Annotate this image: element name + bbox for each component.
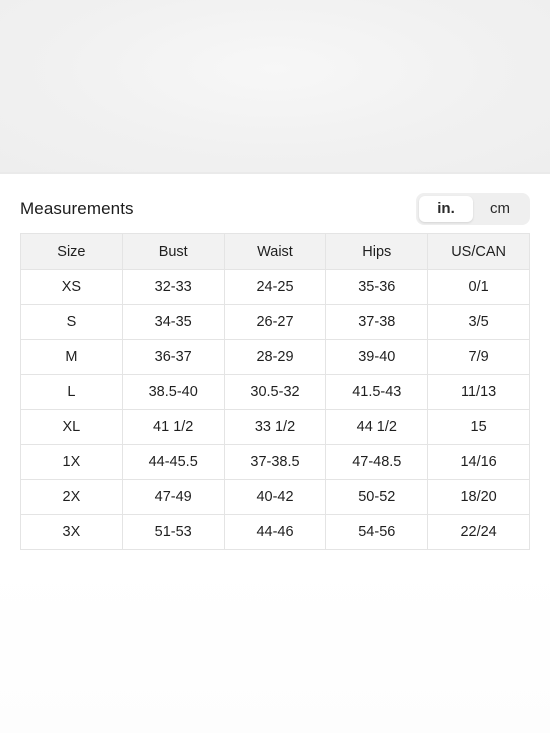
cell-waist: 24-25: [224, 270, 326, 305]
table-row: [21, 515, 530, 550]
cell-us-can: 18/20: [428, 480, 530, 515]
column-header-waist: Waist: [224, 234, 326, 270]
cell-size: 2X: [21, 480, 123, 515]
cell-waist: 26-27: [224, 305, 326, 340]
cell-hips: 54-56: [326, 515, 428, 550]
page-footer-area: [0, 560, 550, 733]
cell-size: S: [21, 305, 123, 340]
cell-hips: 39-40: [326, 340, 428, 375]
column-header-hips: Hips: [326, 234, 428, 270]
table-row: [21, 375, 530, 410]
cell-bust: 44-45.5: [122, 445, 224, 480]
column-header-size: Size: [21, 234, 123, 270]
cell-hips: 35-36: [326, 270, 428, 305]
section-title: Measurements: [20, 199, 134, 218]
cell-waist: 40-42: [224, 480, 326, 515]
cell-bust: 38.5-40: [122, 375, 224, 410]
cell-us-can: 22/24: [428, 515, 530, 550]
cell-hips: 37-38: [326, 305, 428, 340]
divider: [0, 172, 550, 174]
cell-size: XL: [21, 410, 123, 445]
cell-size: M: [21, 340, 123, 375]
cell-waist: 37-38.5: [224, 445, 326, 480]
cell-waist: 28-29: [224, 340, 326, 375]
cell-us-can: 3/5: [428, 305, 530, 340]
table-row: [21, 410, 530, 445]
cell-size: XS: [21, 270, 123, 305]
table-row: [21, 305, 530, 340]
product-image-area: [0, 0, 550, 172]
cell-bust: 51-53: [122, 515, 224, 550]
column-header-bust: Bust: [122, 234, 224, 270]
cell-waist: 33 1/2: [224, 410, 326, 445]
cell-bust: 36-37: [122, 340, 224, 375]
cell-hips: 50-52: [326, 480, 428, 515]
cell-bust: 34-35: [122, 305, 224, 340]
cell-size: 3X: [21, 515, 123, 550]
cell-us-can: 11/13: [428, 375, 530, 410]
cell-size: L: [21, 375, 123, 410]
cell-us-can: 14/16: [428, 445, 530, 480]
unit-option-inches[interactable]: in.: [419, 196, 473, 222]
cell-us-can: 0/1: [428, 270, 530, 305]
cell-bust: 41 1/2: [122, 410, 224, 445]
cell-size: 1X: [21, 445, 123, 480]
table-row: [21, 270, 530, 305]
cell-waist: 30.5-32: [224, 375, 326, 410]
size-chart-table: [20, 233, 530, 550]
cell-bust: 47-49: [122, 480, 224, 515]
unit-toggle: [416, 193, 530, 225]
cell-bust: 32-33: [122, 270, 224, 305]
measurements-header: [20, 193, 530, 227]
table-row: [21, 340, 530, 375]
table-header-row: [21, 234, 530, 270]
cell-waist: 44-46: [224, 515, 326, 550]
cell-us-can: 15: [428, 410, 530, 445]
cell-hips: 44 1/2: [326, 410, 428, 445]
cell-hips: 41.5-43: [326, 375, 428, 410]
table-row: [21, 445, 530, 480]
table-row: [21, 480, 530, 515]
cell-hips: 47-48.5: [326, 445, 428, 480]
cell-us-can: 7/9: [428, 340, 530, 375]
unit-option-cm[interactable]: cm: [490, 200, 510, 217]
column-header-us-can: US/CAN: [428, 234, 530, 270]
